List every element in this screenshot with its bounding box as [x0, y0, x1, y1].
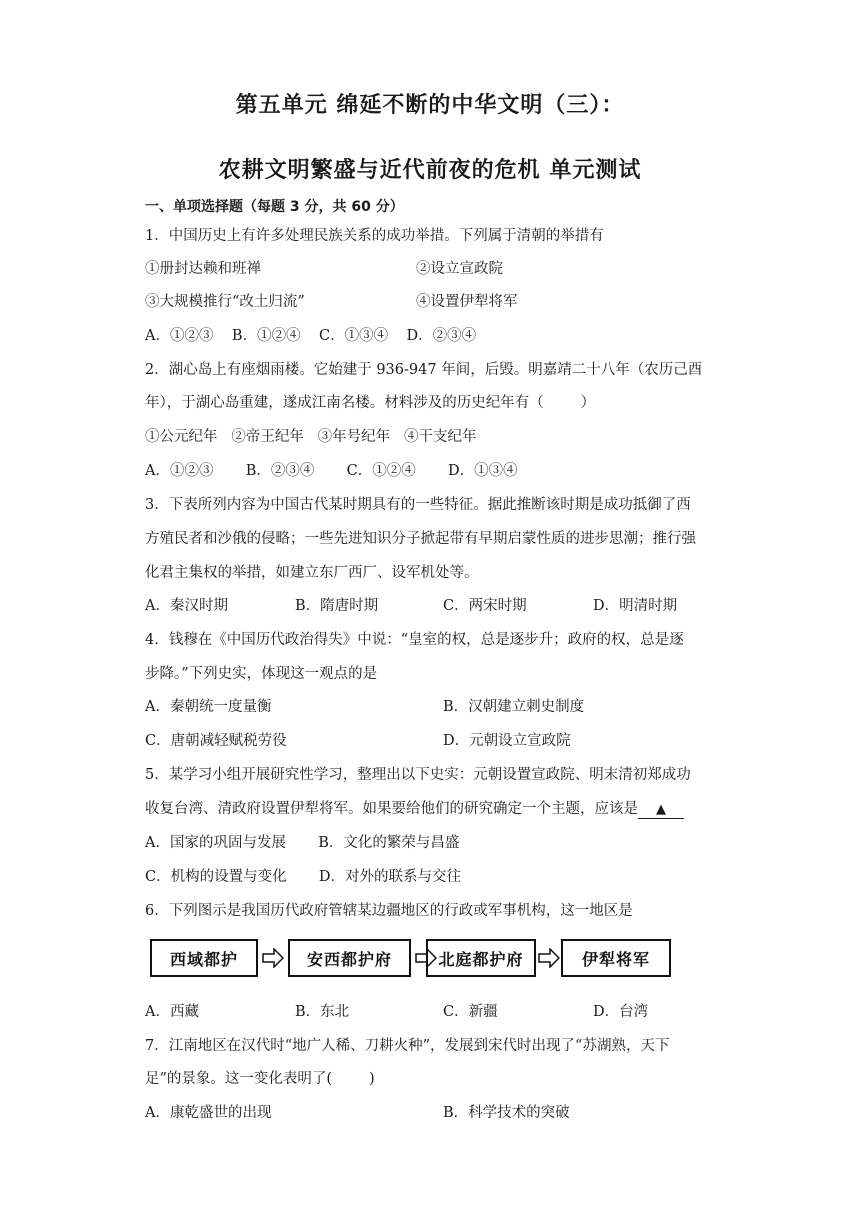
- q2-line1: 2．湖心岛上有座烟雨楼。它始建于 936-947 年间，后毁。明嘉靖二十八年（农历己酉: [145, 362, 703, 378]
- q2-items: ①公元纪年 ②帝王纪年 ③年号纪年 ④干支纪年: [145, 429, 477, 445]
- q4-line2: 步降。”下列史实，体现这一观点的是: [145, 666, 378, 682]
- q5-line2-wrap: [145, 799, 684, 819]
- q6-option-c: C．新疆: [443, 1004, 498, 1020]
- q4-option-c: C．唐朝减轻赋税劳役: [145, 733, 287, 749]
- q1-item1: ①册封达赖和班禅: [145, 261, 261, 277]
- q7-line1: 7．江南地区在汉代时“地广人稀、刀耕火种”，发展到宋代时出现了“苏湖熟，天下: [145, 1038, 670, 1054]
- q4-option-b: B．汉朝建立刺史制度: [443, 699, 585, 715]
- q4-option-a: A．秦朝统一度量衡: [145, 699, 272, 715]
- q3-option-c: C．两宋时期: [443, 598, 527, 614]
- q5-answer-blank: ▲: [638, 802, 684, 819]
- flow-box-yili-jiangjun: 伊犁将军: [561, 939, 671, 977]
- flow-box-beiting-duhufu: 北庭都护府: [426, 939, 536, 977]
- q2-options: A．①②③ B．②③④ C．①②④ D．①③④: [145, 463, 518, 479]
- exam-title-line2: 农耕文明繁盛与近代前夜的危机 单元测试: [218, 158, 642, 183]
- q6-stem: 6．下列图示是我国历代政府管辖某边疆地区的行政或军事机构，这一地区是: [145, 903, 633, 919]
- section-heading: 一、单项选择题（每题 3 分，共 60 分）: [145, 199, 404, 215]
- q5-options-row2: C．机构的设置与变化 D．对外的联系与交往: [145, 869, 461, 885]
- q3-option-b: B．隋唐时期: [295, 598, 379, 614]
- q7-option-b: B．科学技术的突破: [443, 1105, 570, 1121]
- flow-arrow-icon: [262, 948, 284, 968]
- q4-option-d: D．元朝设立宣政院: [443, 733, 571, 749]
- q7-line2: 足”的景象。这一变化表明了( ): [145, 1071, 375, 1087]
- flow-box-xiyu-duhu: 西域都护: [150, 939, 258, 977]
- q5-options-row1: A．国家的巩固与发展 B．文化的繁荣与昌盛: [145, 835, 460, 851]
- q1-options: A．①②③ B．①②④ C．①③④ D．②③④: [145, 328, 477, 344]
- q7-option-a: A．康乾盛世的出现: [145, 1105, 272, 1121]
- q1-stem: 1．中国历史上有许多处理民族关系的成功举措。下列属于清朝的举措有: [145, 228, 604, 244]
- q5-line2: 收复台湾、清政府设置伊犁将军。如果要给他们的研究确定一个主题，应该是: [145, 801, 638, 817]
- q6-flow-diagram: [150, 939, 680, 979]
- q1-item2: ②设立宣政院: [416, 261, 503, 277]
- q6-option-d: D．台湾: [593, 1004, 649, 1020]
- exam-title-line1: 第五单元 绵延不断的中华文明（三）：: [235, 93, 625, 118]
- flow-box-anxi-duhufu: 安西都护府: [288, 939, 411, 977]
- q6-option-a: A．西藏: [145, 1004, 199, 1020]
- flow-arrow-icon: [538, 948, 560, 968]
- q1-item4: ④设置伊犁将军: [416, 294, 518, 310]
- q3-line2: 方殖民者和沙俄的侵略；一些先进知识分子掀起带有早期启蒙性质的进步思潮；推行强: [145, 531, 696, 547]
- q3-line3: 化君主集权的举措，如建立东厂西厂、设军机处等。: [145, 565, 479, 581]
- q2-line2: 年），于湖心岛重建，遂成江南名楼。材料涉及的历史纪年有（ ）: [145, 395, 596, 411]
- q3-option-d: D．明清时期: [593, 598, 678, 614]
- q5-line1: 5．某学习小组开展研究性学习，整理出以下史实：元朝设置宣政院、明末清初郑成功: [145, 767, 691, 783]
- q3-line1: 3．下表所列内容为中国古代某时期具有的一些特征。据此推断该时期是成功抵御了西: [145, 497, 691, 513]
- q3-option-a: A．秦汉时期: [145, 598, 228, 614]
- q4-line1: 4．钱穆在《中国历代政治得失》中说：“皇室的权，总是逐步升；政府的权，总是逐: [145, 632, 684, 648]
- q1-item3: ③大规模推行“改土归流”: [145, 294, 305, 310]
- q6-option-b: B．东北: [295, 1004, 350, 1020]
